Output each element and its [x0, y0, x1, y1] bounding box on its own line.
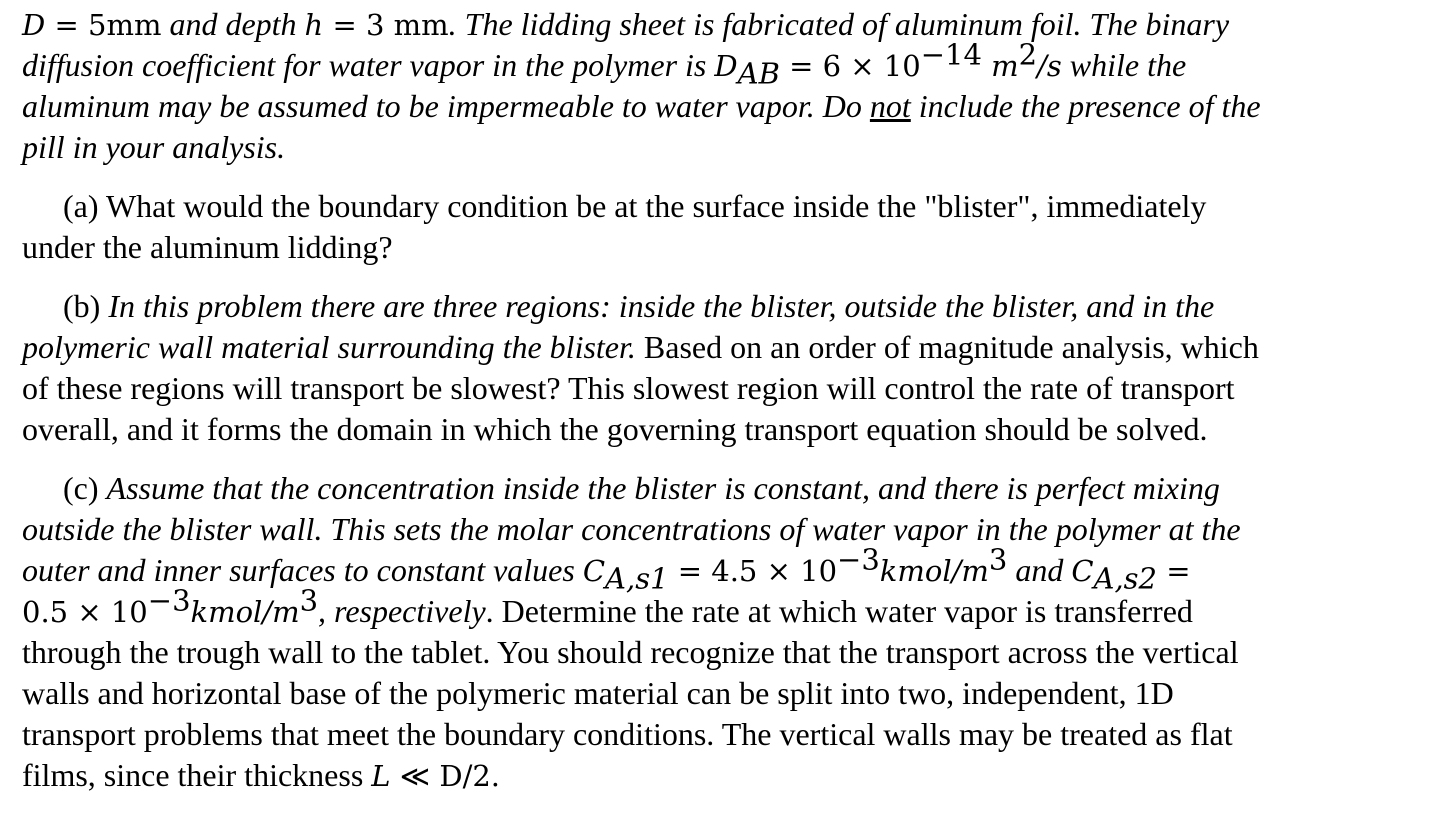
part-c-line-7: transport problems that meet the boundary conditions. The vertical walls may be treated as flat: [22, 716, 1233, 752]
intro-line-1: D = 5mm and depth h = 3 mm. The lidding sheet is fabricated of aluminum foil. The binary: [22, 6, 1230, 42]
intro-line-2: diffusion coefficient for water vapor in the polymer is $D_{AB} = 6 \times 10^{-14}$ $m^2/s$ while the: [22, 37, 1187, 91]
part-c-line-4: $0.5 \times 10^{-3}kmol/m^3$, respectively. Determine the rate at which water vapor is transferred: [22, 583, 1193, 629]
part-b-line-3: of these regions will transport be slowest? This slowest region will control the rate of transport: [22, 370, 1235, 406]
part-c-line-8: films, since their thickness L ≪ D/2.: [22, 757, 501, 793]
intro-line-4: pill in your analysis.: [22, 129, 286, 165]
part-c-line-3: outer and inner surfaces to constant values $C_{A,s1} = 4.5$ × $10^{-3}kmol/m^3$ and $C_{A,s2}$ =: [22, 542, 1191, 596]
intro-line-3: aluminum may be assumed to be impermeable to water vapor. Do not include the presence of the: [22, 88, 1261, 124]
emphasis-not: not: [869, 88, 911, 124]
part-b-line-4: overall, and it forms the domain in which the governing transport equation should be solved.: [22, 411, 1208, 447]
part-c-line-1: (c) Assume that the concentration inside the blister is constant, and there is perfect mixing: [63, 470, 1220, 506]
part-c-line-6: walls and horizontal base of the polymeric material can be split into two, independent, 1D: [22, 675, 1174, 711]
part-b-line-2: polymeric wall material surrounding the blister. Based on an order of magnitude analysis, which: [22, 329, 1259, 365]
part-b-line-1: (b) In this problem there are three regions: inside the blister, outside the blister, and in the: [63, 288, 1215, 324]
part-c-line-5: through the trough wall to the tablet. You should recognize that the transport across the vertical: [22, 634, 1239, 670]
problem-text: [22, 4, 1422, 796]
part-a-line-2: under the aluminum lidding?: [22, 229, 393, 265]
part-c-line-2: outside the blister wall. This sets the molar concentrations of water vapor in the polymer at the: [22, 511, 1241, 547]
part-a-line-1: (a) What would the boundary condition be at the surface inside the "blister", immediately: [63, 188, 1207, 224]
